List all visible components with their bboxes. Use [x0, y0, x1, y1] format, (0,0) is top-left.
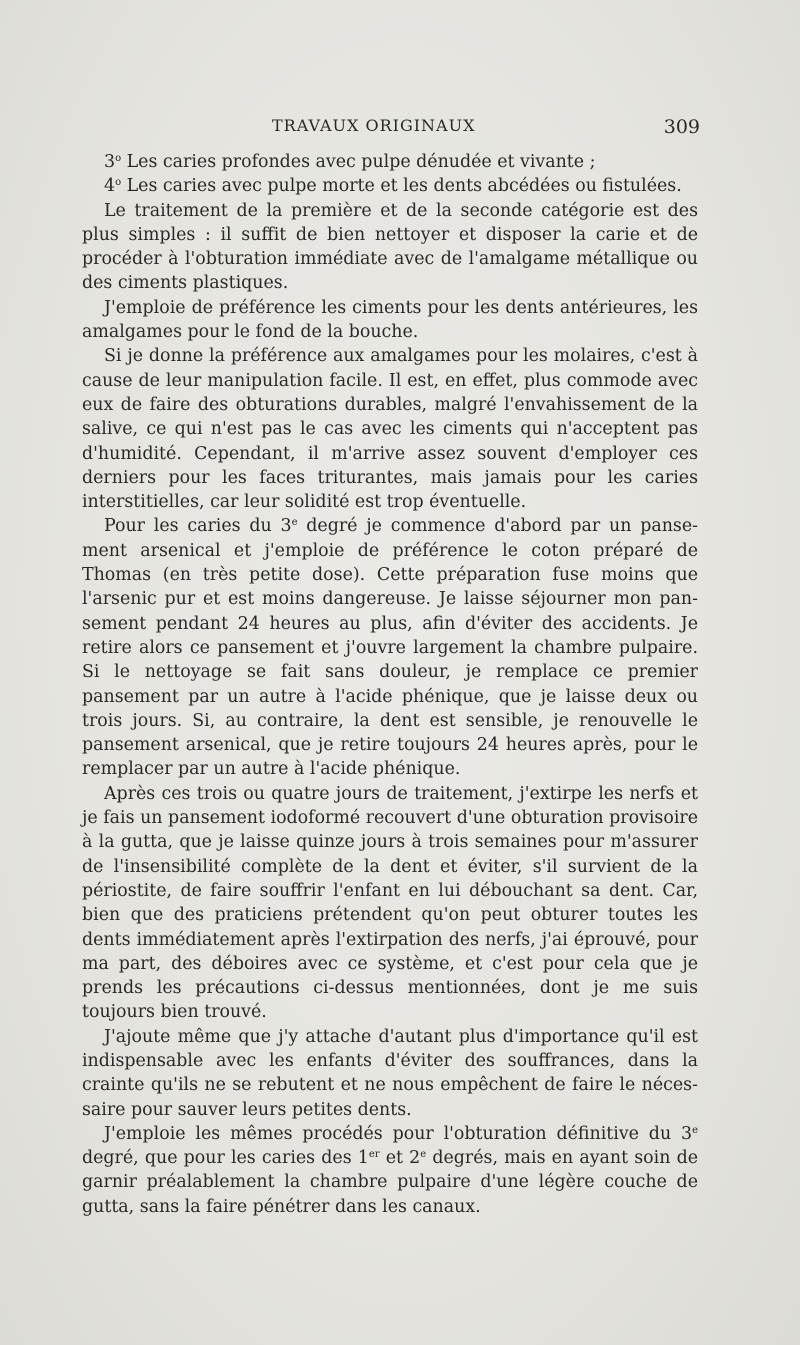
text-run: J'ajoute même que j'y attache d'autant plus d'importance qu'il est indispensable avec les enfants d'éviter des souffrances, dans la crainte qu'ils ne se rebutent et ne nous empêchent de faire le nécessaire pour sauver leurs petites dents. [82, 1026, 698, 1120]
ordinal-superscript: er [368, 1149, 380, 1161]
text-run: J'emploie les mêmes procédés pour l'obturation définitive du 3 [104, 1123, 693, 1144]
text-run: degrés, mais en ayant soin de garnir préalablement la chambre pulpaire d'une légère couche de gutta, sans la faire pénétrer dans les canaux. [82, 1148, 699, 1217]
text-run: Pour les caries du 3 [104, 516, 292, 537]
paragraph [82, 174, 698, 198]
paragraph [82, 1122, 698, 1219]
text-run: Le traitement de la première et de la seconde catégorie est des plus simples : il suffit de bien nettoyer et disposer la carie et de procéder à l'obturation immédiate avec de l'amalgame métallique ou des ciments plastiques. [82, 200, 698, 294]
paragraph [82, 344, 698, 514]
text-run: Les caries avec pulpe morte et les dents abcédées ou fistulées. [121, 176, 682, 197]
text-run: degré, que pour les caries des 1 [82, 1148, 369, 1169]
page-header [82, 116, 700, 142]
ordinal-superscript: e [291, 517, 298, 529]
text-run: et 2 [379, 1148, 421, 1169]
running-title: TRAVAUX ORIGINAUX [272, 116, 476, 135]
paragraph [82, 782, 698, 1025]
text-run: Les caries profondes avec pulpe dénudée et vivante ; [121, 152, 596, 172]
paragraph [82, 1025, 698, 1122]
text-run: Après ces trois ou quatre jours de traitement, j'extirpe les nerfs et je fais un pansement iodoformé recouvert d'une obturation provisoire à la gutta, que je laisse quinze jours à trois semaines pour m'assurer de l'insensibilité complète de la dent et éviter, s'il survient de la périostite, de faire souffrir l'enfant en lui débouchant sa dent. Car, bien que des praticiens prétendent qu'on peut obturer toutes les dents immédiatement après l'extirpation des nerfs, j'ai éprouvé, pour ma part, des déboires avec ce système, et c'est pour cela que je prends les précautions ci-dessus mentionnées, dont je me suis toujours bien trouvé. [82, 783, 698, 1023]
paragraph [82, 514, 698, 781]
ordinal-superscript: e [692, 1124, 698, 1136]
text-run: 3 [104, 152, 116, 172]
text-run: J'emploie de préférence les ciments pour les dents antérieures, les amalgames pour le fond de la bouche. [82, 297, 698, 343]
text-run: degré je commence d'abord par un pansement arsenical et j'emploie de préférence le coton préparé de Thomas (en très petite dose). Cette préparation fuse moins que l'arsenic pur et est moins dangereuse. Je laisse séjourner mon pansement pendant 24 heures au plus, afin d'éviter des accidents. Je retire alors ce pansement et j'ouvre largement la chambre pulpaire. Si le nettoyage se fait sans douleur, je remplace ce premier pansement par un autre à l'acide phénique, que je laisse deux ou trois jours. Si, au contraire, la dent est sensible, je renouvelle le pansement arsenical, que je retire toujours 24 heures après, pour le remplacer par un autre à l'acide phénique. [82, 516, 699, 780]
ordinal-superscript: o [115, 177, 122, 189]
ordinal-superscript: o [115, 153, 122, 164]
text-run: Si je donne la préférence aux amalgames pour les molaires, c'est à cause de leur manipulation facile. Il est, en effet, plus commode avec eux de faire des obturations durables, malgré l'envahissement de la salive, ce qui n'est pas le cas avec les ciments qui n'acceptent pas d'humidité. Cependant, il m'arrive assez souvent d'employer ces derniers pour les faces triturantes, mais jamais pour les caries interstitielles, car leur solidité est trop éventuelle. [82, 346, 698, 513]
page-number: 309 [663, 116, 700, 138]
paragraph [82, 150, 698, 174]
text-run: 4 [104, 176, 116, 197]
ordinal-superscript: e [420, 1149, 427, 1161]
body-text [82, 150, 698, 1219]
paragraph [82, 199, 698, 296]
paragraph [82, 296, 698, 345]
